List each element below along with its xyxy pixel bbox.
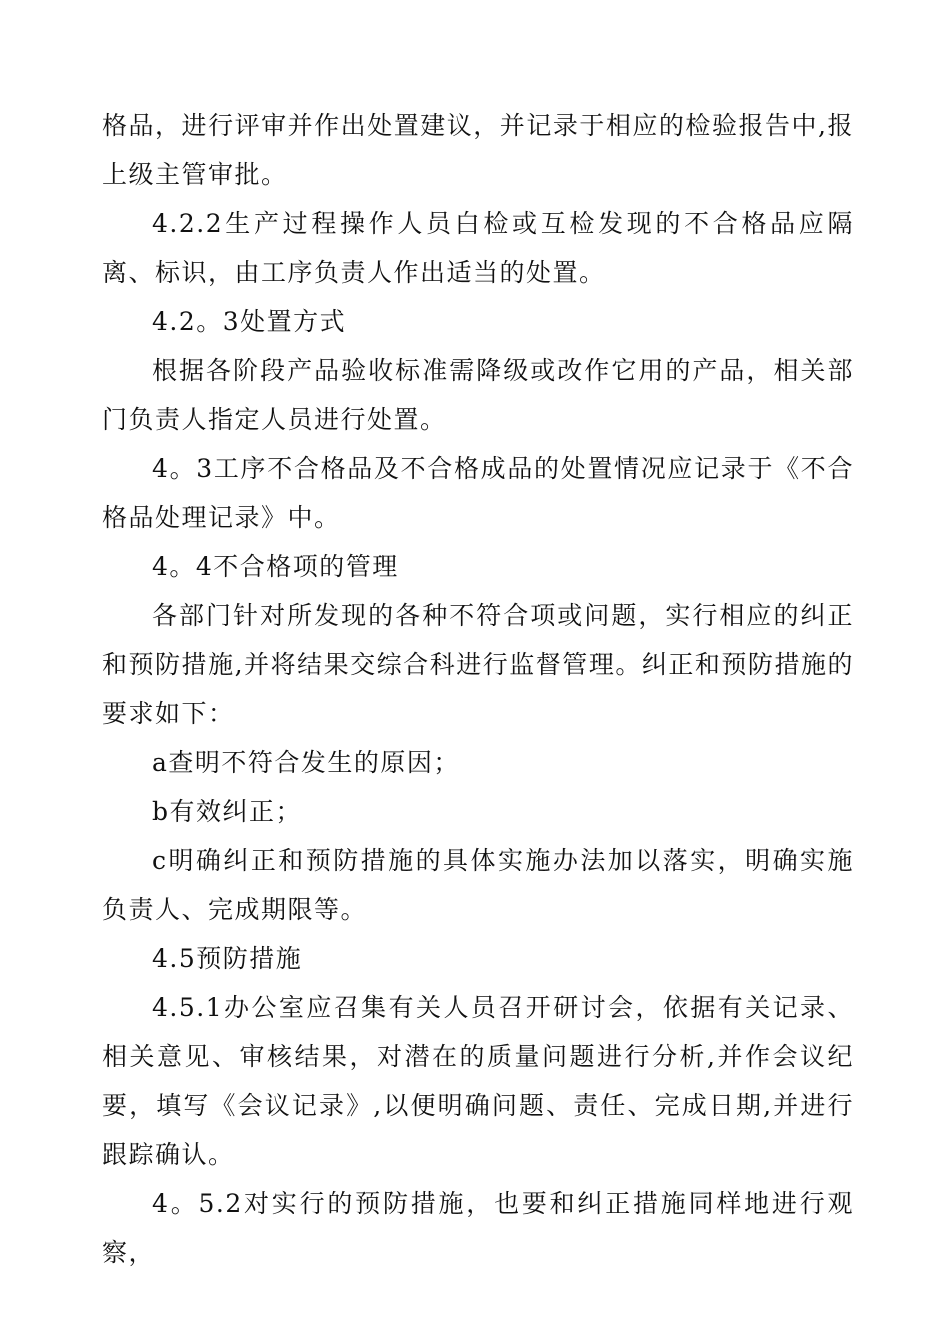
paragraph-4-3: 4。3工序不合格品及不合格成品的处置情况应记录于《不合格品处理记录》中。	[102, 454, 854, 532]
paragraph-disposal: 根据各阶段产品验收标准需降级或改作它用的产品，相关部门负责人指定人员进行处置。	[102, 356, 854, 434]
list-item-b: b有效纠正；	[152, 797, 303, 826]
paragraph-4-5-2: 4。5.2对实行的预防措施，也要和纠正措施同样地进行观察，	[102, 1189, 854, 1267]
paragraph-4-2-2: 4.2.2生产过程操作人员白检或互检发现的不合格品应隔离、标识，由工序负责人作出适当的处置。	[102, 209, 854, 287]
document-body	[102, 101, 854, 1277]
heading-4-5: 4.5预防措施	[152, 944, 303, 973]
paragraph-continuation: 格品，进行评审并作出处置建议，并记录于相应的检验报告中,报上级主管审批。	[102, 111, 854, 189]
heading-4-2-3: 4.2。3处置方式	[152, 307, 347, 336]
list-item-a: a查明不符合发生的原因；	[152, 748, 460, 777]
list-item-c: c明确纠正和预防措施的具体实施办法加以落实，明确实施负责人、完成期限等。	[102, 846, 854, 924]
paragraph-4-5-1: 4.5.1办公室应召集有关人员召开研讨会，依据有关记录、相关意见、审核结果，对潜在的质量问题进行分析,并作会议纪要，填写《会议记录》,以便明确问题、责任、完成日期,并进行跟踪确认。	[102, 993, 854, 1169]
paragraph-nonconformity: 各部门针对所发现的各种不符合项或问题，实行相应的纠正和预防措施,并将结果交综合科进行监督管理。纠正和预防措施的要求如下：	[102, 601, 854, 728]
heading-4-4: 4。4不合格项的管理	[152, 552, 399, 581]
